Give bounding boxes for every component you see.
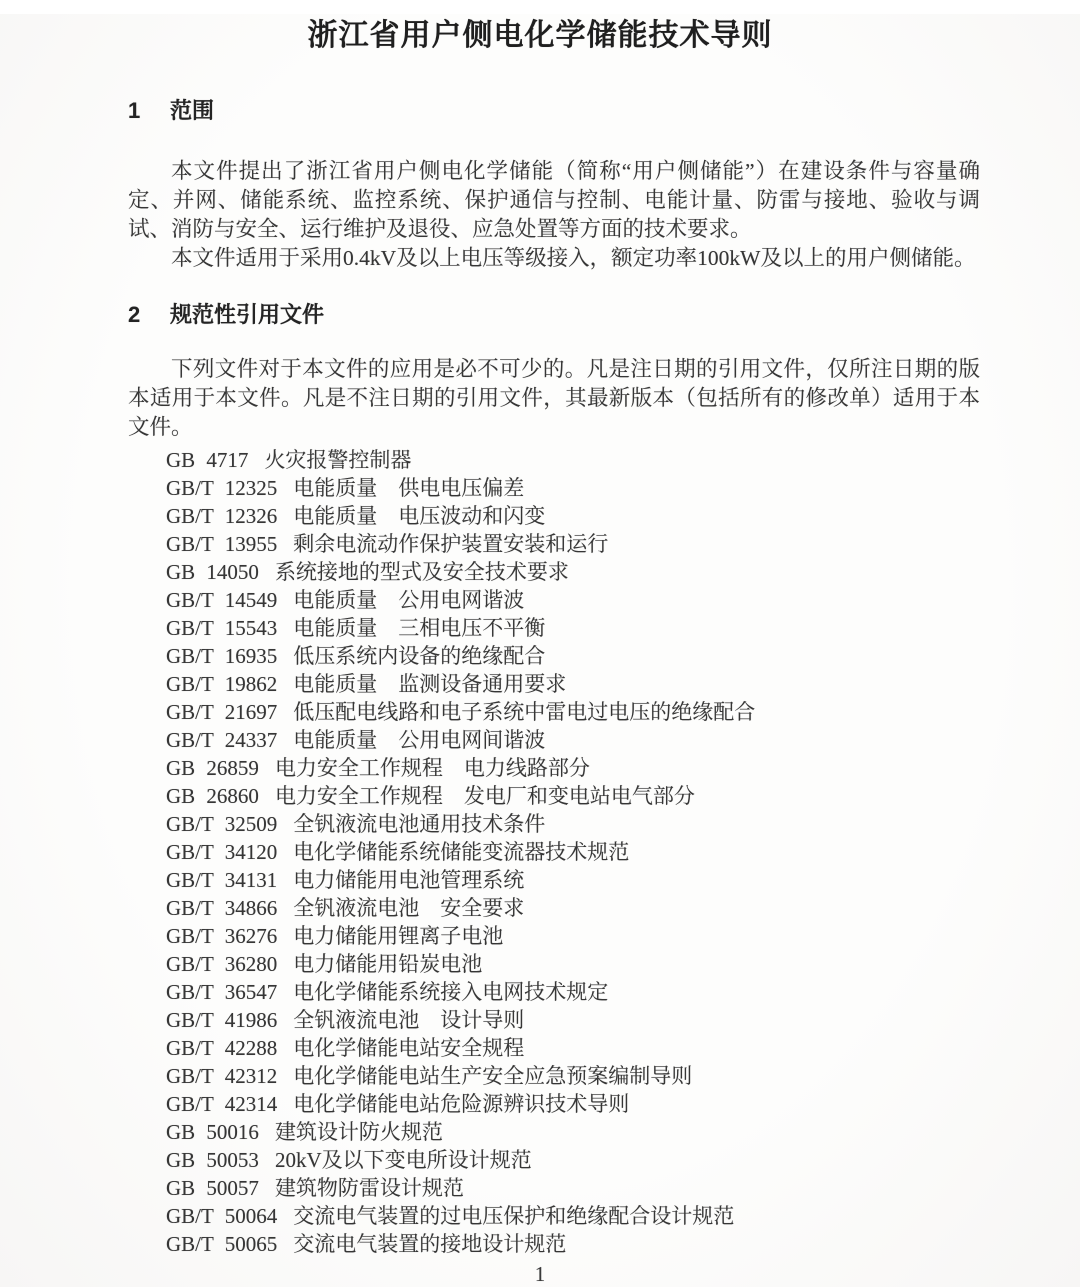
standard-code: GB/T 24337: [166, 728, 278, 752]
standard-title: 电化学储能系统接入电网技术规定: [293, 980, 609, 1004]
standard-code: GB/T 36280: [166, 952, 278, 976]
section-number-scope: 1: [128, 98, 141, 123]
page-number: 1: [534, 1262, 546, 1286]
standard-title: 电能质量 电压波动和闪变: [293, 504, 546, 528]
standard-code: GB/T 34120: [166, 840, 278, 864]
standard-item: [166, 698, 980, 726]
standard-code: GB/T 12326: [166, 504, 278, 528]
standard-code: GB/T 42312: [166, 1064, 278, 1088]
standard-title: 20kV及以下变电所设计规范: [274, 1148, 532, 1172]
standard-title: 电能质量 监测设备通用要求: [293, 672, 567, 696]
standard-title: 电化学储能电站生产安全应急预案编制导则: [293, 1064, 693, 1088]
standard-title: 剩余电流动作保护装置安装和运行: [293, 532, 609, 556]
standard-item: [166, 446, 980, 474]
standard-item: [166, 642, 980, 670]
standard-item: [166, 614, 980, 642]
standard-item: [166, 978, 980, 1006]
standard-code: GB/T 34131: [166, 868, 278, 892]
standard-title: 交流电气装置的过电压保护和绝缘配合设计规范: [293, 1204, 735, 1228]
standard-code: GB 50057: [166, 1176, 259, 1200]
standard-item: [166, 1146, 980, 1174]
standard-code: GB/T 36276: [166, 924, 278, 948]
standard-item: [166, 838, 980, 866]
standard-code: GB/T 13955: [166, 532, 278, 556]
standard-title: 电力安全工作规程 发电厂和变电站电气部分: [274, 784, 695, 808]
standard-item: [166, 586, 980, 614]
standard-item: [166, 950, 980, 978]
standard-item: [166, 1090, 980, 1118]
standard-title: 交流电气装置的接地设计规范: [293, 1232, 567, 1256]
document-title: 浙江省用户侧电化学储能技术导则: [307, 19, 773, 52]
standard-title: 电能质量 供电电压偏差: [293, 476, 525, 500]
standard-code: GB 26859: [166, 756, 259, 780]
standard-code: GB/T 14549: [166, 588, 278, 612]
section-heading-references: [128, 300, 980, 330]
standard-code: GB 14050: [166, 560, 259, 584]
standard-code: GB/T 42314: [166, 1092, 278, 1116]
standard-item: [166, 1062, 980, 1090]
section-title-scope: 范围: [170, 98, 215, 123]
standard-item: [166, 1230, 980, 1258]
standards-list: [128, 446, 980, 1258]
standard-title: 系统接地的型式及安全技术要求: [274, 560, 569, 584]
section-heading-scope: [128, 96, 980, 126]
standard-code: GB/T 50065: [166, 1232, 278, 1256]
standard-code: GB/T 32509: [166, 812, 278, 836]
standard-title: 全钒液流电池通用技术条件: [293, 812, 546, 836]
standard-title: 电能质量 公用电网间谐波: [293, 728, 546, 752]
standard-item: [166, 530, 980, 558]
standard-code: GB/T 21697: [166, 700, 278, 724]
standard-item: [166, 558, 980, 586]
document-body: [0, 96, 1080, 1258]
standard-item: [166, 894, 980, 922]
standard-item: [166, 502, 980, 530]
standard-code: GB 26860: [166, 784, 259, 808]
standard-title: 电化学储能电站危险源辨识技术导则: [293, 1092, 630, 1116]
scope-paragraph-2: 本文件适用于采用0.4kV及以上电压等级接入，额定功率100kW及以上的用户侧储能。: [171, 246, 976, 270]
standard-item: [166, 810, 980, 838]
standard-item: [166, 1118, 980, 1146]
standard-code: GB/T 50064: [166, 1204, 278, 1228]
standard-title: 电化学储能电站安全规程: [293, 1036, 525, 1060]
standard-code: GB/T 34866: [166, 896, 278, 920]
standard-code: GB/T 36547: [166, 980, 278, 1004]
standard-item: [166, 1006, 980, 1034]
document-page: [0, 14, 1080, 1287]
standard-title: 低压配电线路和电子系统中雷电过电压的绝缘配合: [293, 700, 756, 724]
standard-title: 电力储能用电池管理系统: [293, 868, 525, 892]
scope-paragraph-1: 本文件提出了浙江省用户侧电化学储能（简称“用户侧储能”）在建设条件与容量确定、并网、储能系统、监控系统、保护通信与控制、电能计量、防雷与接地、验收与调试、消防与安全、运行维护及退役、应急处置等方面的技术要求。: [128, 159, 980, 241]
standard-code: GB 50016: [166, 1120, 259, 1144]
standard-code: GB/T 16935: [166, 644, 278, 668]
standard-code: GB/T 41986: [166, 1008, 278, 1032]
standard-code: GB/T 12325: [166, 476, 278, 500]
standard-title: 全钒液流电池 安全要求: [293, 896, 525, 920]
standard-code: GB 4717: [166, 448, 249, 472]
standard-title: 全钒液流电池 设计导则: [293, 1008, 525, 1032]
standard-title: 低压系统内设备的绝缘配合: [293, 644, 546, 668]
standard-item: [166, 1034, 980, 1062]
standard-item: [166, 782, 980, 810]
standard-item: [166, 1174, 980, 1202]
standard-code: GB/T 19862: [166, 672, 278, 696]
standard-title: 电能质量 公用电网谐波: [293, 588, 525, 612]
standard-item: [166, 474, 980, 502]
standard-title: 电力储能用锂离子电池: [293, 924, 504, 948]
standard-title: 电化学储能系统储能变流器技术规范: [293, 840, 630, 864]
standard-title: 建筑物防雷设计规范: [274, 1176, 464, 1200]
standard-title: 电力储能用铅炭电池: [293, 952, 483, 976]
standard-code: GB 50053: [166, 1148, 259, 1172]
standard-item: [166, 754, 980, 782]
standard-code: GB/T 42288: [166, 1036, 278, 1060]
standard-item: [166, 1202, 980, 1230]
standard-item: [166, 726, 980, 754]
section-number-references: 2: [128, 302, 141, 327]
standard-item: [166, 670, 980, 698]
section-title-references: 规范性引用文件: [170, 302, 325, 327]
standard-title: 火灾报警控制器: [264, 448, 412, 472]
standard-item: [166, 866, 980, 894]
standard-title: 电力安全工作规程 电力线路部分: [274, 756, 590, 780]
standard-title: 电能质量 三相电压不平衡: [293, 616, 546, 640]
standard-code: GB/T 15543: [166, 616, 278, 640]
references-intro-paragraph: 下列文件对于本文件的应用是必不可少的。凡是注日期的引用文件，仅所注日期的版本适用于本文件。凡是不注日期的引用文件，其最新版本（包括所有的修改单）适用于本文件。: [128, 357, 980, 439]
standard-title: 建筑设计防火规范: [274, 1120, 443, 1144]
standard-item: [166, 922, 980, 950]
